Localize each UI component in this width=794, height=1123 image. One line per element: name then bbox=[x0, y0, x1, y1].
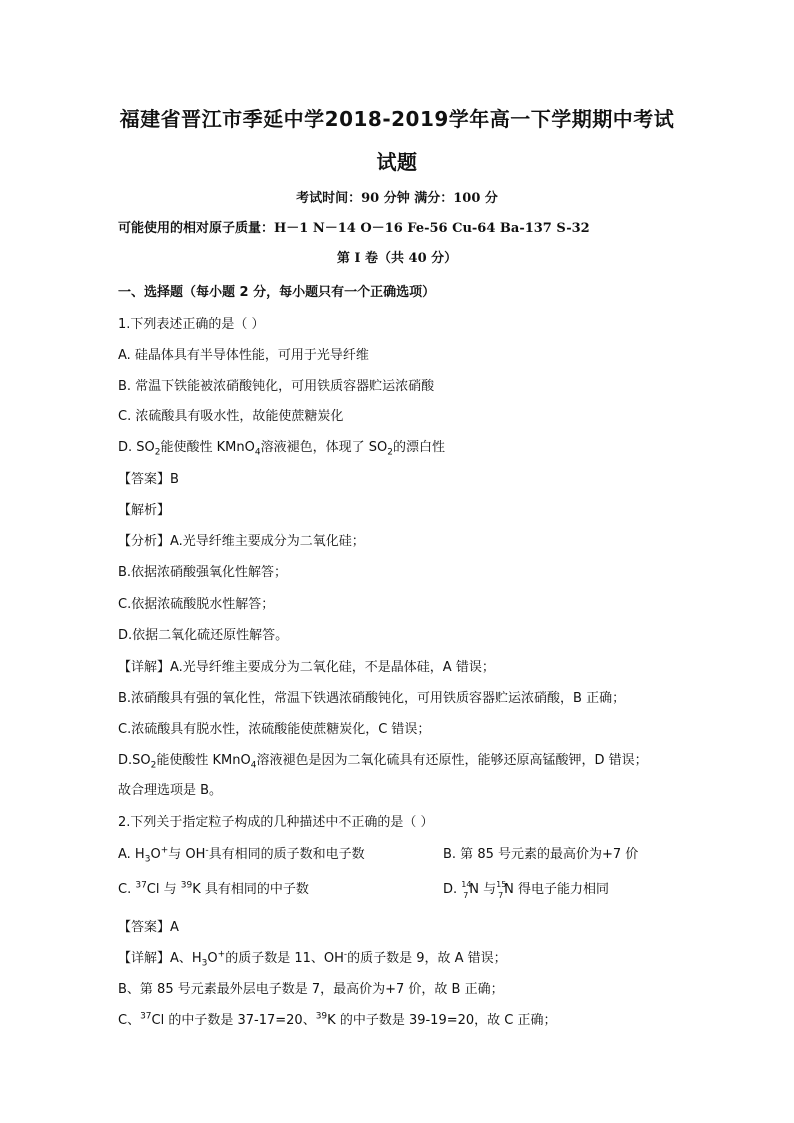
q1-detail-b: B.浓硝酸具有强的氧化性，常温下铁遇浓硝酸钝化，可用铁质容器贮运浓硝酸，B 正确； bbox=[118, 691, 626, 706]
part-heading: 第 I 卷（共 40 分） bbox=[336, 251, 458, 266]
q1-stem: 1.下列表述正确的是（ ） bbox=[118, 317, 265, 332]
q2-stem: 2.下列关于指定粒子构成的几种描述中不正确的是（ ） bbox=[118, 815, 434, 830]
document-title-line2: 试题 bbox=[376, 150, 418, 174]
q1-detail-a: 【详解】A.光导纤维主要成分为二氧化硅，不是晶体硅，A 错误； bbox=[118, 660, 495, 675]
q1-answer: 【答案】B bbox=[118, 472, 179, 487]
q1-analysis-1: 【分析】A.光导纤维主要成分为二氧化硅； bbox=[118, 534, 365, 549]
exam-info: 考试时间：90 分钟 满分：100 分 bbox=[296, 191, 498, 206]
q2-option-a: A. $H_3O^+$与 OH-具有相同的质子数和电子数 bbox=[118, 845, 365, 865]
q1-analysis-2: B.依据浓硝酸强氧化性解答； bbox=[118, 565, 288, 580]
q1-option-b: B. 常温下铁能被浓硝酸钝化，可用铁质容器贮运浓硝酸 bbox=[118, 379, 435, 394]
q2-answer: 【答案】A bbox=[118, 920, 179, 935]
q1-option-a: A. 硅晶体具有半导体性能，可用于光导纤维 bbox=[118, 348, 369, 363]
q1-option-c: C. 浓硫酸具有吸水性，故能使蔗糖炭化 bbox=[118, 409, 344, 424]
q1-conclusion: 故合理选项是 B。 bbox=[118, 783, 223, 798]
q1-detail-d: $D.SO_2$能使酸性 KMnO$_4$溶液褪色是因为二氧化硫具有还原性，能够还原高锰酸钾，D 错误； bbox=[118, 753, 648, 771]
q2-detail-c: C、$^{37}$Cl 的中子数是 37-17=20、$^{39}$K 的中子数是 39-19=20，故 C 正确； bbox=[118, 1011, 557, 1028]
q1-analysis-4: D.依据二氧化硫还原性解答。 bbox=[118, 628, 289, 643]
q2-option-b: B. 第 85 号元素的最高价为+7 价 bbox=[443, 847, 639, 862]
q1-jiexi: 【解析】 bbox=[118, 503, 171, 518]
atomic-masses: 可能使用的相对原子质量：H－1 N－14 O－16 Fe-56 Cu-64 Ba-137 S-32 bbox=[118, 221, 590, 236]
section-heading: 一、选择题（每小题 2 分，每小题只有一个正确选项） bbox=[118, 285, 436, 300]
q1-detail-c: C.浓硫酸具有脱水性，浓硫酸能使蔗糖炭化，C 错误； bbox=[118, 722, 431, 737]
q1-analysis-3: C.依据浓硫酸脱水性解答； bbox=[118, 597, 275, 612]
q2-detail-a: 【详解】A、$H_3O^+$的质子数是 11、OH-的质子数是 9，故 A 错误； bbox=[118, 949, 507, 969]
q2-option-c: C. $^{37}$Cl 与 $^{39}$K 具有相同的中子数 bbox=[118, 880, 309, 897]
document-title: 福建省晋江市季延中学2018-2019学年高一下学期期中考试 bbox=[119, 107, 675, 131]
q2-option-d: D. 14 7 N 与 15 7 N 得电子能力相同 bbox=[443, 879, 609, 900]
q2-detail-b: B、第 85 号元素最外层电子数是 7，最高价为+7 价，故 B 正确； bbox=[118, 982, 504, 997]
q1-option-d: D. $SO_2$能使酸性 KMnO$_4$溶液褪色，体现了 $SO_2$的漂白性 bbox=[118, 440, 445, 458]
